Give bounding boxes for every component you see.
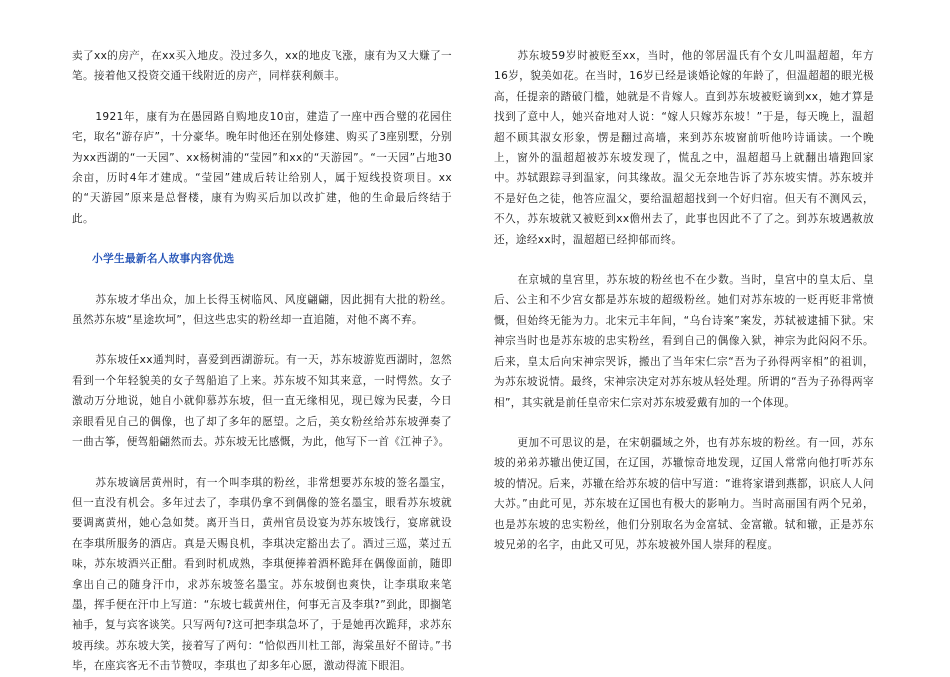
paragraph-kang-youwei-villas: 1921年，康有为在愚园路自购地皮10亩，建造了一座中西合璧的花园住宅，取名“游存庐”，十分豪华。晚年时他还在别处修建、购买了3座别墅，分别为xx西湖的“一天园”、xx杨树浦的“莹园”和xx的“天游园”。“一天园”占地30余亩，历时4年才建成。“莹园”建成后转让给别人，属于短线投资项目。xx的“天游园”原来是总督楼，康有为购买后加以改扩建，他的生命最后终结于此。	[72, 110, 452, 225]
paragraph-gap	[72, 87, 452, 107]
paragraph-imperial-palace: 在京城的皇宫里，苏东坡的粉丝也不在少数。当时，皇宫中的皇太后、皇后、公主和不少宫女都是苏东坡的超级粉丝。她们对苏东坡的一贬再贬非常愤慨，但始终无能为力。北宋元丰年间，“乌台诗案”案发，苏轼被逮捕下狱。宋神宗当时也是苏东坡的忠实粉丝，看到自己的偶像入狱，神宗为此闷闷不乐。后来，皇太后向宋神宗哭诉，搬出了当年宋仁宗“吾为子孙得两宰相”的祖训，为苏东坡说情。最终，宋神宗决定对苏东坡从轻处理。所谓的“吾为子孙得两宰相”，其实就是前任皇帝宋仁宗对苏东坡爱戴有加的一个体现。	[494, 274, 874, 409]
paragraph-li-qi: 苏东坡谪居黄州时，有一个叫李琪的粉丝，非常想要苏东坡的签名墨宝，但一直没有机会。多年过去了，李琪仍拿不到偶像的签名墨宝，眼看苏东坡就要调离黄州，她心急如焚。离开当日，黄州官员设宴为苏东坡饯行，宴席就设在李琪所服务的酒店。真是天赐良机，李琪决定豁出去了。酒过三巡，菜过五味，苏东坡酒兴正酣。看到时机成熟，李琪便捧着酒杯跪拜在偶像面前，随即拿出自己的随身汗巾，求苏东坡签名墨宝。苏东坡倒也爽快，让李琪取来笔墨，挥手便在汗巾上写道：“东坡七载黄州住，何事无言及李琪?”到此，即搁笔袖手，复与宾客谈笑。只写两句?这可把李琪急坏了，于是她再次跪拜，求苏东坡再续。苏东坡大笑，接着写了两句：“恰似西川杜工部，海棠虽好不留诗。”书毕，在座宾客无不击节赞叹，李琪也了却多年心愿，激动得流下眼泪。	[72, 476, 452, 673]
right-column	[494, 46, 874, 555]
paragraph-gap	[494, 250, 874, 270]
section-heading: 小学生最新名人故事内容优选	[92, 253, 235, 266]
paragraph-continuation: 卖了xx的房产，在xx买入地皮。没过多久，xx的地皮飞涨，康有为又大赚了一笔。接着他又投资交通干线附近的房产，同样获利颇丰。	[72, 50, 452, 83]
paragraph-liao-kingdom: 更加不可思议的是，在宋朝疆域之外，也有苏东坡的粉丝。有一回，苏东坡的弟弟苏辙出使辽国，在辽国，苏辙惊奇地发现，辽国人常常向他打听苏东坡的情况。后来，苏辙在给苏东坡的信中写道：“谁将家谱到燕都，识底人人问大苏。”由此可见，苏东坡在辽国也有极大的影响力。当时高丽国有两个兄弟，也是苏东坡的忠实粉丝，他们分别取名为金富轼、金富辙。轼和辙，正是苏东坡兄弟的名字，由此又可见，苏东坡被外国人崇拜的程度。	[494, 436, 874, 551]
left-column	[72, 46, 452, 677]
paragraph-gap	[494, 413, 874, 433]
paragraph-gap	[72, 330, 452, 350]
paragraph-su-dongpo-fans: 苏东坡才华出众，加上长得玉树临风、风度翩翩，因此拥有大批的粉丝。虽然苏东坡“星途坎坷”，但这些忠实的粉丝却一直追随，对他不离不弃。	[72, 293, 452, 327]
paragraph-wen-chaochao: 苏东坡59岁时被贬至xx，当时，他的邻居温氏有个女儿叫温超超，年方16岁，貌美如花。在当时，16岁已经是谈婚论嫁的年龄了，但温超超的眼光极高，任提亲的踏破门槛，她就是不肯嫁人。直到苏东坡被贬谪到xx，她才算是找到了意中人，她兴奋地对人说：“嫁人只嫁苏东坡！”于是，每天晚上，温超超不顾其淑女形象，愣是翻过高墙，来到苏东坡窗前听他吟诗诵读。一个晚上，窗外的温超超被苏东坡发现了，慌乱之中，温超超马上就翻出墙跑回家中。苏轼跟踪寻到温家，问其缘故。温父无奈地告诉了苏东坡实情。苏东坡并不是好色之徒，他答应温父，要给温超超找到一个好归宿。但天有不测风云，不久，苏东坡就又被贬到xx儋州去了，此事也因此不了了之。到苏东坡遇赦放还，途经xx时，温超超已经抑郁而终。	[494, 50, 874, 246]
paragraph-gap	[72, 229, 452, 249]
paragraph-gap	[72, 453, 452, 473]
paragraph-gap	[72, 270, 452, 290]
paragraph-west-lake: 苏东坡任xx通判时，喜爱到西湖游玩。有一天，苏东坡游览西湖时，忽然看到一个年轻貌美的女子驾船追了上来。苏东坡不知其来意，一时愕然。女子激动万分地说，她自小就仰慕苏东坡，但一直无缘相见，现已嫁为民妻，今日亲眼看见自己的偶像，也了却了多年的愿望。之后，美女粉丝给苏东坡弹奏了一曲古筝，便驾船翩然而去。苏东坡无比感慨，为此，他写下一首《江神子》。	[72, 354, 452, 449]
